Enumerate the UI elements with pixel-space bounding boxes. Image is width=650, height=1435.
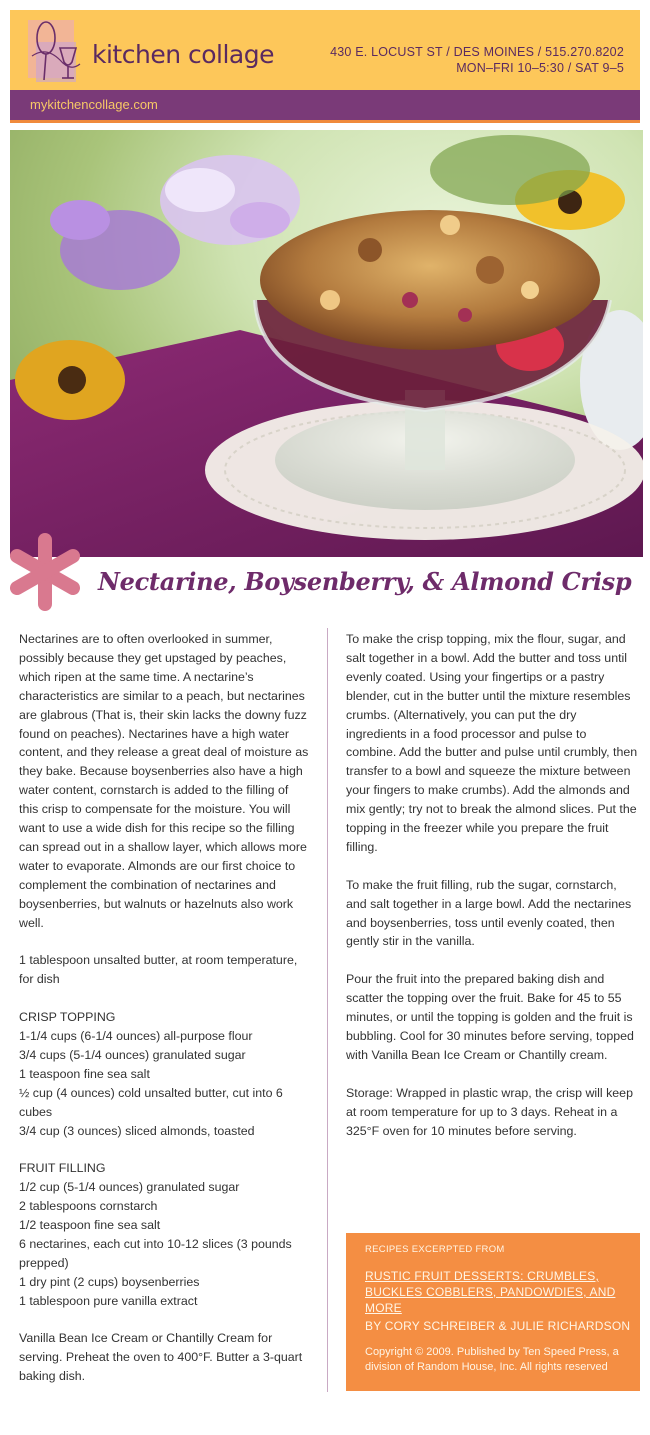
whisk-and-glass-logo-icon [26,16,86,88]
asterisk-icon [5,532,85,612]
website-link[interactable]: mykitchencollage.com [30,97,158,112]
filling-instructions: To make the fruit filling, rub the sugar, cornstarch, and salt together in a large bowl. Add the nectarines and boysenberries, toss until evenly coated, then gently stir in the vanilla. [346,877,632,949]
recipe-left-column [19,630,309,1405]
address-line: 430 E. LOCUST ST / DES MOINES / 515.270.8202 [330,45,624,59]
website-bar [10,90,640,120]
recipe-right-column [346,630,638,1159]
store-logo-name: kitchen collage [92,40,274,69]
intro-paragraph: Nectarines are to often overlooked in summer, possibly because they get upstaged by peaches, which ripen at the same time. A nectarine’s characteristics are similar to a peach, but nectarines are glabrous (That is, their skin lacks the downy fuzz found on peaches). Nectarines have a high water content, and they release a great deal of moisture as they bake. Because boysenberries also have a high water content, cornstarch is added to the filling of this crisp to compensate for the moisture. You will want to use a wide dish for this recipe so the filling can spread out in a shallow layer, which allows more water to evaporate. Almonds are our first choice to complement the combination of nectarines and boysenberries, but walnuts or hazelnuts also work well. [19,632,309,930]
store-header [10,10,640,90]
butter-dish-note: 1 tablespoon unsalted butter, at room temperature, for dish [19,953,298,987]
baking-instructions: Pour the fruit into the prepared baking dish and scatter the topping over the fruit. Bake for 45 to 55 minutes, or until the topping is golden and the fruit is bubbling. Cool for 30 minutes before serving, topped with Vanilla Bean Ice Cream or Chantilly cream. [346,972,634,1062]
fruit-filling-ingredients: FRUIT FILLING 1/2 cup (5-1/4 ounces) granulated sugar 2 tablespoons cornstarch 1/2 teaspoon fine sea salt 6 nectarines, each cut into 10-12 slices (3 pounds prepped) 1 dry pint (2 cups) boysenberries 1 tablespoon pure vanilla extract [19,1161,292,1308]
book-credit-box [346,1233,640,1391]
topping-instructions: To make the crisp topping, mix the flour, sugar, and salt together in a bowl. Add the butter and toss until evenly coated. Using your fingertips or a pastry blender, cut in the butter until the mixture resembles crumbs. (Alternatively, you can put the dry ingredients in a food processor and pulse to combine. Add the butter and pulse until crumbly, then transfer to a bowl and squeeze the mixture between your fingers to make crumbs). Add the almonds and mix gently; try not to break the almond slices. Put the topping in the freezer while you prepare the fruit filling. [346,632,638,854]
book-authors: BY CORY SCHREIBER & JULIE RICHARDSON [365,1319,631,1333]
column-divider [327,628,328,1392]
serving-note: Vanilla Bean Ice Cream or Chantilly Cream for serving. Preheat the oven to 400°F. Butter a 3-quart baking dish. [19,1331,303,1384]
crisp-topping-ingredients: CRISP TOPPING 1-1/4 cups (6-1/4 ounces) all-purpose flour 3/4 cups (5-1/4 ounces) granulated sugar 1 teaspoon fine sea salt ½ cup (4 ounces) cold unsalted butter, cut into 6 cubes 3/4 cup (3 ounces) sliced almonds, toasted [19,1010,283,1138]
divider-line [10,120,640,123]
book-kicker: RECIPES EXCERPTED FROM [365,1244,505,1255]
book-title-link[interactable]: RUSTIC FRUIT DESSERTS: CRUMBLES, BUCKLES COBBLERS, PANDOWDIES, AND MORE [365,1269,616,1315]
store-address [330,44,624,76]
recipe-title: Nectarine, Boysenberry, & Almond Crisp [98,567,632,596]
crisp-dessert-photo [10,130,643,557]
book-copyright: Copyright © 2009. Published by Ten Speed Press, a division of Random House, Inc. All rights reserved [365,1346,619,1373]
hours-line: MON–FRI 10–5:30 / SAT 9–5 [456,61,624,75]
storage-instructions: Storage: Wrapped in plastic wrap, the crisp will keep at room temperature for up to 3 days. Reheat in a 325°F oven for 10 minutes before serving. [346,1085,633,1138]
